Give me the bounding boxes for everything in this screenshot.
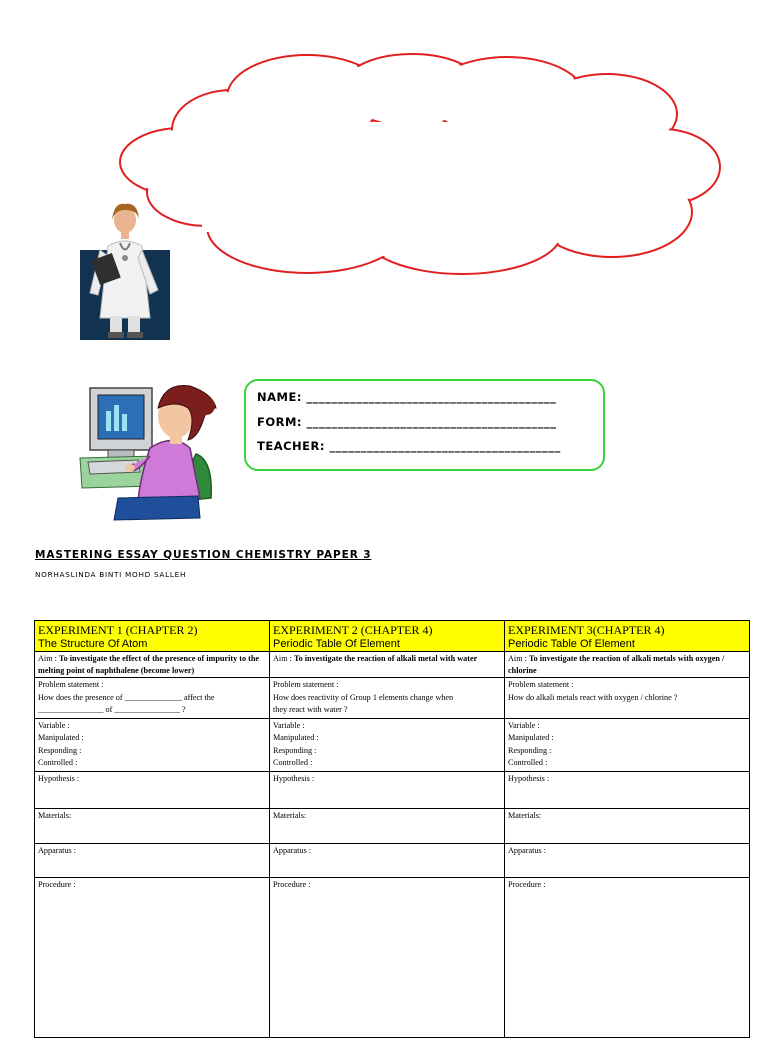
name-field[interactable]: NAME: ________________________________________ xyxy=(257,390,557,404)
materials-label: Materials: xyxy=(38,810,72,820)
aim-cell xyxy=(35,652,270,678)
apparatus-cell[interactable] xyxy=(505,843,750,877)
procedure-label: Procedure : xyxy=(38,879,76,889)
apparatus-cell[interactable] xyxy=(270,843,505,877)
table-row xyxy=(35,877,750,1037)
apparatus-label: Apparatus : xyxy=(38,845,76,855)
materials-label: Materials: xyxy=(508,810,542,820)
problem-label: Problem statement : xyxy=(508,680,574,689)
procedure-cell[interactable] xyxy=(505,877,750,1037)
aim-label: Aim : xyxy=(38,654,57,663)
hypothesis-cell[interactable] xyxy=(270,771,505,808)
table-row xyxy=(35,621,750,652)
table-row xyxy=(35,843,750,877)
problem-line-2: ________________ of ________________ ? xyxy=(38,705,186,714)
responding-label: Responding : xyxy=(38,745,82,755)
apparatus-cell[interactable] xyxy=(35,843,270,877)
apparatus-label: Apparatus : xyxy=(508,845,546,855)
table-row xyxy=(35,652,750,678)
computer-user-illustration xyxy=(78,378,223,523)
problem-statement-cell[interactable] xyxy=(270,678,505,719)
aim-label: Aim : xyxy=(273,654,292,663)
aim-cell xyxy=(270,652,505,678)
experiment-heading: EXPERIMENT 1 (CHAPTER 2) xyxy=(38,623,198,637)
teacher-field[interactable]: TEACHER: _____________________________________ xyxy=(257,439,561,453)
experiment-3-header xyxy=(505,621,750,652)
form-field[interactable]: FORM: ________________________________________ xyxy=(257,414,557,429)
problem-line-1: How does reactivity of Group 1 elements change when xyxy=(273,692,454,702)
responding-label: Responding : xyxy=(273,745,317,755)
procedure-label: Procedure : xyxy=(273,879,311,889)
materials-label: Materials: xyxy=(273,810,307,820)
manipulated-label: Manipulated : xyxy=(38,733,84,742)
materials-cell[interactable] xyxy=(35,808,270,843)
experiment-2-header xyxy=(270,621,505,652)
hypothesis-label: Hypothesis : xyxy=(273,773,315,783)
materials-cell[interactable] xyxy=(505,808,750,843)
document-title: MASTERING ESSAY QUESTION CHEMISTRY PAPER 3 xyxy=(35,549,372,561)
problem-line-2: they react with water ? xyxy=(273,705,348,714)
experiment-1-header xyxy=(35,621,270,652)
problem-label: Problem statement : xyxy=(273,680,339,689)
problem-line-1: How does the presence of ______________ affect the xyxy=(38,692,215,702)
aim-text: To investigate the reaction of alkali metal with water xyxy=(293,654,478,663)
experiments-table xyxy=(34,620,750,1038)
table-row xyxy=(35,771,750,808)
variable-label: Variable : xyxy=(38,720,70,730)
doctor-illustration xyxy=(80,198,170,340)
responding-label: Responding : xyxy=(508,745,552,755)
chapter-title: Periodic Table Of Element xyxy=(508,638,635,650)
apparatus-label: Apparatus : xyxy=(273,845,311,855)
controlled-label: Controlled : xyxy=(273,758,313,767)
aim-text: To investigate the effect of the presence of impurity to the melting point of naphthalene (become lower) xyxy=(38,654,260,675)
variable-cell[interactable] xyxy=(35,718,270,771)
aim-cell xyxy=(505,652,750,678)
table-row xyxy=(35,678,750,719)
variable-label: Variable : xyxy=(273,720,305,730)
document-author: NORHASLINDA BINTI MOHD SALLEH xyxy=(35,570,187,579)
problem-line-1: How do alkali metals react with oxygen / chlorine ? xyxy=(508,692,678,702)
problem-statement-cell[interactable] xyxy=(35,678,270,719)
controlled-label: Controlled : xyxy=(38,758,78,767)
hypothesis-label: Hypothesis : xyxy=(38,773,80,783)
materials-cell[interactable] xyxy=(270,808,505,843)
student-info-box xyxy=(244,379,605,471)
table-row xyxy=(35,718,750,771)
hypothesis-label: Hypothesis : xyxy=(508,773,550,783)
variable-cell[interactable] xyxy=(270,718,505,771)
manipulated-label: Manipulated : xyxy=(508,733,554,742)
variable-cell[interactable] xyxy=(505,718,750,771)
variable-label: Variable : xyxy=(508,720,540,730)
problem-statement-cell[interactable] xyxy=(505,678,750,719)
manipulated-label: Manipulated : xyxy=(273,733,319,742)
problem-label: Problem statement : xyxy=(38,680,104,689)
chapter-title: Periodic Table Of Element xyxy=(273,638,400,650)
experiment-heading: EXPERIMENT 3(CHAPTER 4) xyxy=(508,623,665,637)
procedure-cell[interactable] xyxy=(270,877,505,1037)
aim-label: Aim : xyxy=(508,654,527,663)
hypothesis-cell[interactable] xyxy=(505,771,750,808)
procedure-cell[interactable] xyxy=(35,877,270,1037)
controlled-label: Controlled : xyxy=(508,758,548,767)
hypothesis-cell[interactable] xyxy=(35,771,270,808)
aim-text: To investigate the reaction of alkali metals with oxygen / chlorine xyxy=(508,654,725,675)
table-row xyxy=(35,808,750,843)
procedure-label: Procedure : xyxy=(508,879,546,889)
chapter-title: The Structure Of Atom xyxy=(38,638,148,650)
experiment-heading: EXPERIMENT 2 (CHAPTER 4) xyxy=(273,623,433,637)
thought-cloud xyxy=(112,52,724,284)
